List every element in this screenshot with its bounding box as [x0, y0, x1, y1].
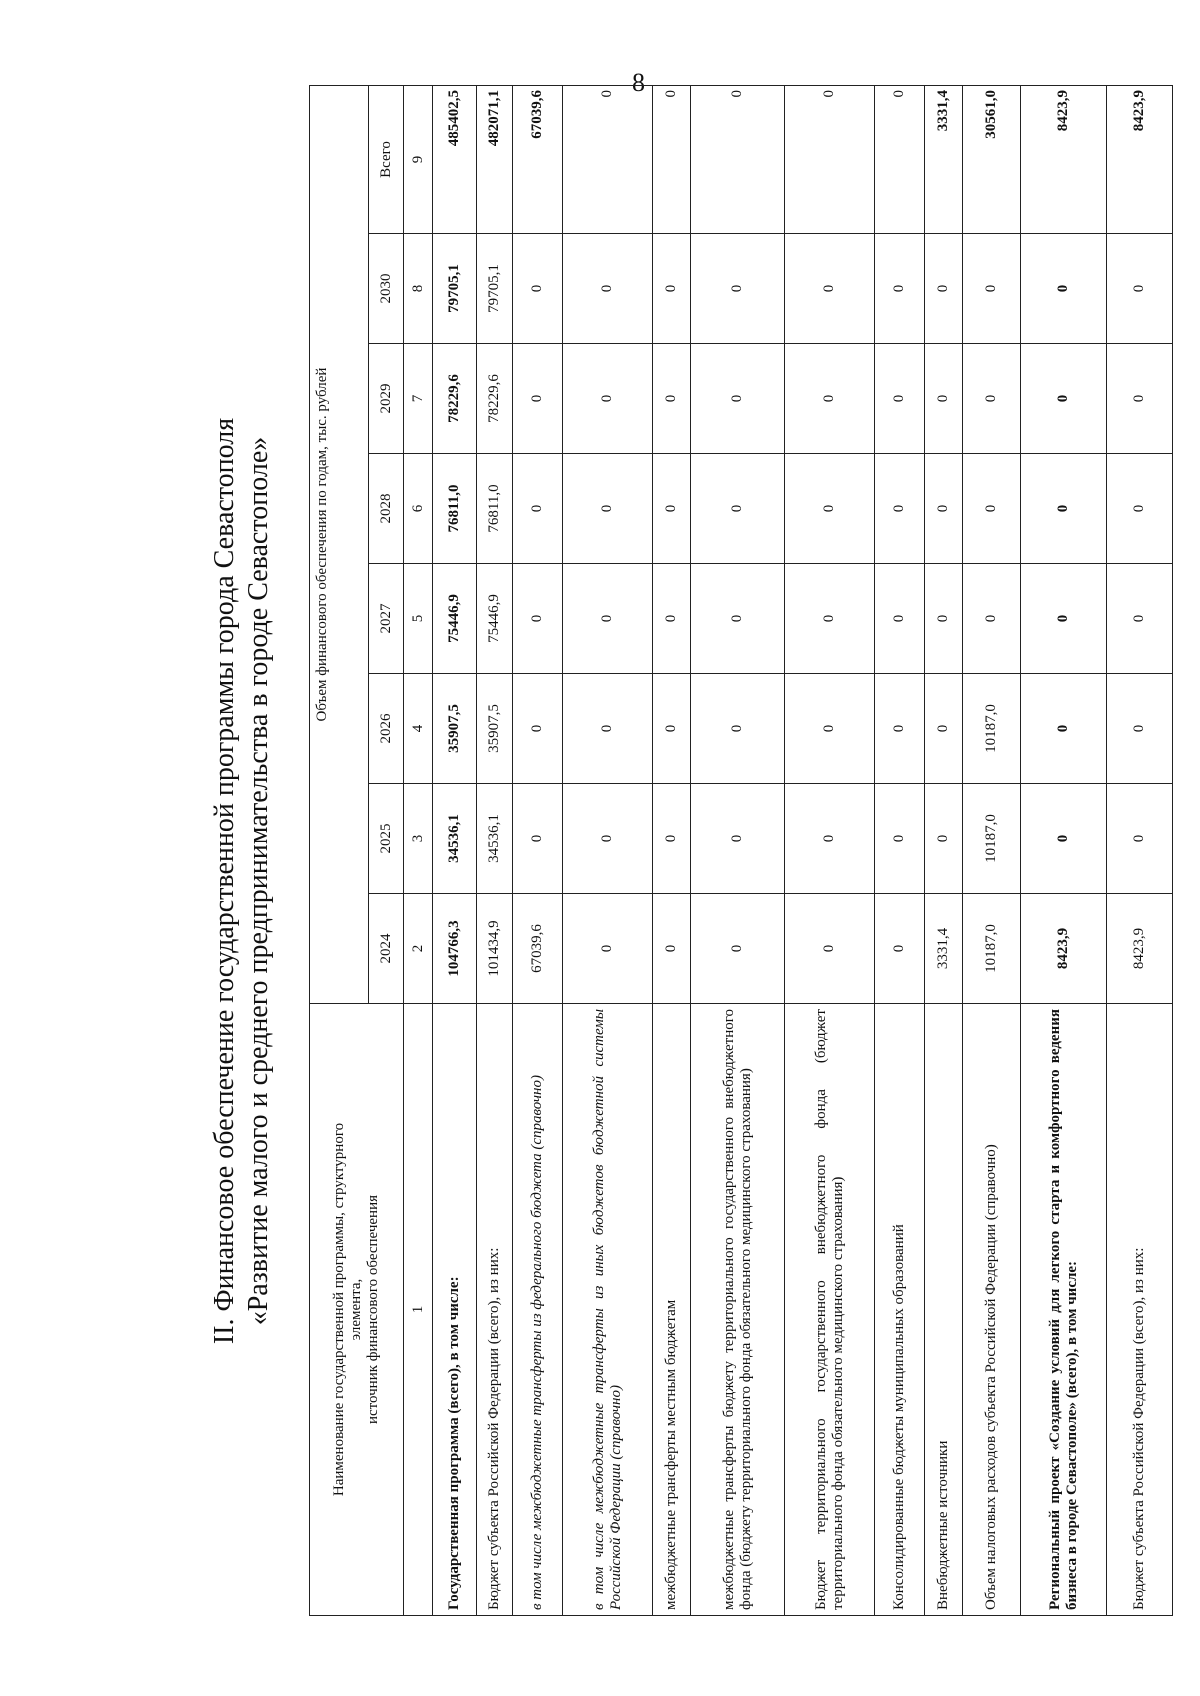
table-cell: 104766,3 [433, 894, 477, 1004]
table-cell: 67039,6 [513, 894, 563, 1004]
table-cell: 482071,1 [477, 86, 513, 234]
table-cell: 0 [563, 344, 653, 454]
table-cell: 3331,4 [925, 894, 963, 1004]
title-line-2: «Развитие малого и среднего предпринимательства в городе Севастополе» [243, 436, 274, 1326]
table-cell: 0 [1021, 674, 1107, 784]
table-cell: 0 [1107, 784, 1173, 894]
table-cell: 67039,6 [513, 86, 563, 234]
row-label: Внебюджетные источники [925, 1004, 963, 1616]
table-cell: 0 [925, 784, 963, 894]
table-cell: 0 [513, 454, 563, 564]
table-cell: 79705,1 [433, 234, 477, 344]
title-line-1: II. Финансовое обеспечение государственной программы города Севастополя [209, 417, 240, 1345]
table-cell: 75446,9 [433, 564, 477, 674]
header-volume-cell [310, 86, 369, 1004]
header-name-line-1: Наименование государственной программы, структурного [331, 1122, 347, 1497]
table-cell: 0 [691, 344, 785, 454]
table-cell: 0 [1107, 564, 1173, 674]
column-number-row [404, 86, 433, 1616]
column-number: 9 [404, 86, 433, 234]
header-year: 2030 [369, 234, 404, 344]
table-cell: 0 [653, 454, 691, 564]
row-label: в том числе межбюджетные трансферты из иных бюджетов бюджетной системы Российской Федерации (справочно) [563, 1004, 653, 1616]
table-cell: 0 [785, 344, 875, 454]
table-cell: 0 [785, 86, 875, 234]
row-label: Бюджет субъекта Российской Федерации (всего), из них: [477, 1004, 513, 1616]
table-cell: 0 [691, 86, 785, 234]
financing-table [309, 85, 1173, 1616]
table-cell: 0 [653, 344, 691, 454]
header-row-main [310, 86, 369, 1616]
table-cell: 0 [691, 674, 785, 784]
table-cell: 0 [785, 564, 875, 674]
table-cell: 76811,0 [477, 454, 513, 564]
table-cell: 0 [691, 234, 785, 344]
table-cell: 101434,9 [477, 894, 513, 1004]
table-cell: 0 [963, 344, 1021, 454]
row-label: Государственная программа (всего), в том числе: [433, 1004, 477, 1616]
table-cell: 79705,1 [477, 234, 513, 344]
table-row [563, 86, 653, 1616]
table-row [1107, 86, 1173, 1616]
table-cell: 0 [1021, 234, 1107, 344]
header-year: 2028 [369, 454, 404, 564]
column-number: 4 [404, 674, 433, 784]
table-cell: 0 [1021, 564, 1107, 674]
table-cell: 35907,5 [477, 674, 513, 784]
table-cell: 78229,6 [433, 344, 477, 454]
header-year: 2027 [369, 564, 404, 674]
table-cell: 34536,1 [433, 784, 477, 894]
table-cell: 0 [653, 784, 691, 894]
column-number: 2 [404, 894, 433, 1004]
table-cell: 0 [1107, 344, 1173, 454]
table-cell: 0 [875, 344, 925, 454]
table-cell: 0 [513, 564, 563, 674]
table-cell: 0 [875, 454, 925, 564]
table-cell: 0 [963, 454, 1021, 564]
table-cell: 0 [691, 784, 785, 894]
table-row [925, 86, 963, 1616]
page-number: 8 [632, 68, 645, 97]
table-row [1021, 86, 1107, 1616]
table-cell: 0 [875, 564, 925, 674]
header-year: 2026 [369, 674, 404, 784]
table-cell: 0 [563, 894, 653, 1004]
table-cell: 0 [785, 674, 875, 784]
table-cell: 0 [653, 86, 691, 234]
column-number: 7 [404, 344, 433, 454]
table-cell: 0 [653, 894, 691, 1004]
table-cell: 30561,0 [963, 86, 1021, 234]
table-cell: 0 [513, 674, 563, 784]
table-cell: 0 [563, 454, 653, 564]
table-cell: 3331,4 [925, 86, 963, 234]
table-cell: 0 [875, 674, 925, 784]
header-total: Всего [369, 86, 404, 234]
table-cell: 0 [785, 454, 875, 564]
table-cell: 0 [563, 86, 653, 234]
table-cell: 8423,9 [1021, 894, 1107, 1004]
header-name-cell [310, 1004, 404, 1616]
table-cell: 0 [963, 234, 1021, 344]
header-name-line-2: элемента, [348, 1278, 364, 1341]
table-cell: 0 [1021, 454, 1107, 564]
table-cell: 0 [925, 344, 963, 454]
rotated-content [208, 90, 1148, 1616]
table-cell: 0 [653, 674, 691, 784]
table-cell: 0 [563, 564, 653, 674]
table-cell: 0 [785, 784, 875, 894]
header-year: 2025 [369, 784, 404, 894]
header-volume-caption: Объем финансового обеспечения по годам, тыс. рублей [314, 367, 330, 722]
row-label: межбюджетные трансферты местным бюджетам [653, 1004, 691, 1616]
table-cell: 0 [1107, 454, 1173, 564]
table-cell: 10187,0 [963, 674, 1021, 784]
table-cell: 0 [691, 564, 785, 674]
row-label: Объем налоговых расходов субъекта Российской Федерации (справочно) [963, 1004, 1021, 1616]
table-cell: 0 [513, 784, 563, 894]
table-cell: 8423,9 [1107, 86, 1173, 234]
row-label: Консолидированные бюджеты муниципальных образований [875, 1004, 925, 1616]
table-cell: 78229,6 [477, 344, 513, 454]
column-number: 3 [404, 784, 433, 894]
table-cell: 0 [691, 454, 785, 564]
table-row [433, 86, 477, 1616]
table-cell: 0 [875, 86, 925, 234]
table-cell: 0 [1107, 234, 1173, 344]
table-cell: 0 [563, 234, 653, 344]
table-cell: 76811,0 [433, 454, 477, 564]
table-cell: 0 [925, 564, 963, 674]
table-cell: 0 [513, 344, 563, 454]
table-row [875, 86, 925, 1616]
table-cell: 0 [925, 234, 963, 344]
column-number: 1 [404, 1004, 433, 1616]
table-cell: 0 [925, 454, 963, 564]
column-number: 8 [404, 234, 433, 344]
table-cell: 34536,1 [477, 784, 513, 894]
section-title [208, 146, 276, 1616]
table-cell: 35907,5 [433, 674, 477, 784]
table-cell: 0 [1107, 674, 1173, 784]
table-cell: 0 [963, 564, 1021, 674]
table-cell: 0 [875, 894, 925, 1004]
table-row [477, 86, 513, 1616]
table-cell: 485402,5 [433, 86, 477, 234]
table-cell: 0 [1021, 344, 1107, 454]
table-cell: 0 [653, 564, 691, 674]
table-cell: 0 [875, 234, 925, 344]
table-cell: 10187,0 [963, 894, 1021, 1004]
row-label: Бюджет субъекта Российской Федерации (всего), из них: [1107, 1004, 1173, 1616]
table-cell: 0 [513, 234, 563, 344]
header-year: 2029 [369, 344, 404, 454]
header-year: 2024 [369, 894, 404, 1004]
row-label: в том числе межбюджетные трансферты из федерального бюджета (справочно) [513, 1004, 563, 1616]
row-label: Региональный проект «Создание условий для легкого старта и комфортного ведения бизнеса в городе Севастополе» (всего), в том числе: [1021, 1004, 1107, 1616]
table-cell: 8423,9 [1021, 86, 1107, 234]
table-cell: 0 [875, 784, 925, 894]
table-cell: 0 [563, 784, 653, 894]
table-cell: 0 [785, 894, 875, 1004]
table-cell: 0 [785, 234, 875, 344]
table-cell: 0 [925, 674, 963, 784]
row-label: Бюджет территориального государственного внебюджетного фонда (бюджет территориального фонда обязательного медицинского страхования) [785, 1004, 875, 1616]
row-label: межбюджетные трансферты бюджету территориального государственного внебюджетного фонда (бюджету территориального фонда обязательного медицинского страхования) [691, 1004, 785, 1616]
table-cell: 75446,9 [477, 564, 513, 674]
table-cell: 8423,9 [1107, 894, 1173, 1004]
table-cell: 0 [691, 894, 785, 1004]
column-number: 5 [404, 564, 433, 674]
table-row [963, 86, 1021, 1616]
column-number: 6 [404, 454, 433, 564]
table-cell: 10187,0 [963, 784, 1021, 894]
table-row [513, 86, 563, 1616]
table-cell: 0 [1021, 784, 1107, 894]
header-name-line-3: источник финансового обеспечения [365, 1195, 381, 1425]
table-cell: 0 [653, 234, 691, 344]
table-row [653, 86, 691, 1616]
table-row [691, 86, 785, 1616]
table-row [785, 86, 875, 1616]
table-cell: 0 [563, 674, 653, 784]
